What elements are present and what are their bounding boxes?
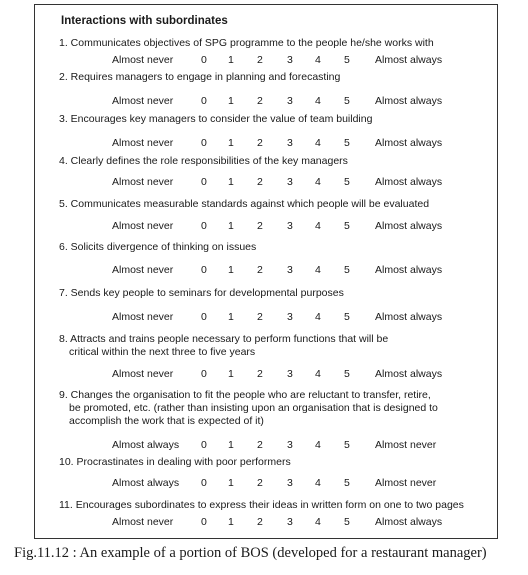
scale-high-anchor: Almost always xyxy=(375,137,443,149)
scale-option-5[interactable]: 5 xyxy=(344,137,350,149)
scale-option-1[interactable]: 1 xyxy=(228,311,234,323)
scale-option-1[interactable]: 1 xyxy=(228,220,234,232)
scale-option-2[interactable]: 2 xyxy=(257,137,263,149)
question-line: 6. Solicits divergence of thinking on issues xyxy=(59,241,257,253)
question-line: 9. Changes the organisation to fit the people who are reluctant to transfer, retire, xyxy=(59,389,431,401)
question-text xyxy=(59,241,256,254)
scale-option-2[interactable]: 2 xyxy=(257,176,263,188)
rating-scale xyxy=(35,477,497,491)
scale-option-0[interactable]: 0 xyxy=(201,220,207,232)
scale-option-1[interactable]: 1 xyxy=(228,439,234,451)
question-line: 5. Communicates measurable standards against which people will be evaluated xyxy=(59,198,430,210)
scale-low-anchor: Almost never xyxy=(112,516,174,528)
scale-option-5[interactable]: 5 xyxy=(344,264,350,276)
scale-option-3[interactable]: 3 xyxy=(287,54,293,66)
question-line: 7. Sends key people to seminars for developmental purposes xyxy=(59,287,344,299)
scale-low-anchor: Almost always xyxy=(112,439,180,451)
scale-option-5[interactable]: 5 xyxy=(344,311,350,323)
scale-option-1[interactable]: 1 xyxy=(228,368,234,380)
scale-option-4[interactable]: 4 xyxy=(315,477,321,489)
question-line: 10. Procrastinates in dealing with poor performers xyxy=(59,456,291,468)
section-heading: Interactions with subordinates xyxy=(61,15,228,27)
scale-high-anchor: Almost always xyxy=(375,264,443,276)
scale-low-anchor: Almost never xyxy=(112,176,174,188)
scale-high-anchor: Almost always xyxy=(375,311,443,323)
scale-option-0[interactable]: 0 xyxy=(201,311,207,323)
scale-option-4[interactable]: 4 xyxy=(315,311,321,323)
scale-low-anchor: Almost never xyxy=(112,137,174,149)
scale-option-4[interactable]: 4 xyxy=(315,439,321,451)
scale-option-3[interactable]: 3 xyxy=(287,368,293,380)
scale-option-0[interactable]: 0 xyxy=(201,516,207,528)
rating-scale xyxy=(35,311,497,325)
scale-option-5[interactable]: 5 xyxy=(344,477,350,489)
scale-option-4[interactable]: 4 xyxy=(315,368,321,380)
scale-option-0[interactable]: 0 xyxy=(201,176,207,188)
scale-option-3[interactable]: 3 xyxy=(287,220,293,232)
question-line: 3. Encourages key managers to consider the value of team building xyxy=(59,113,373,125)
scale-option-4[interactable]: 4 xyxy=(315,220,321,232)
question-text xyxy=(59,71,340,84)
scale-low-anchor: Almost never xyxy=(112,368,174,380)
scale-option-3[interactable]: 3 xyxy=(287,176,293,188)
scale-option-2[interactable]: 2 xyxy=(257,516,263,528)
rating-scale xyxy=(35,137,497,151)
scale-option-2[interactable]: 2 xyxy=(257,264,263,276)
rating-scale xyxy=(35,220,497,234)
scale-option-0[interactable]: 0 xyxy=(201,368,207,380)
scale-option-2[interactable]: 2 xyxy=(257,220,263,232)
scale-option-5[interactable]: 5 xyxy=(344,439,350,451)
scale-high-anchor: Almost always xyxy=(375,176,443,188)
scale-option-5[interactable]: 5 xyxy=(344,54,350,66)
question-line: 4. Clearly defines the role responsibilities of the key managers xyxy=(59,155,348,167)
rating-scale xyxy=(35,368,497,382)
scale-option-3[interactable]: 3 xyxy=(287,477,293,489)
scale-option-0[interactable]: 0 xyxy=(201,54,207,66)
scale-high-anchor: Almost always xyxy=(375,516,443,528)
question-line: accomplish the work that is expected of it) xyxy=(69,415,264,427)
scale-option-3[interactable]: 3 xyxy=(287,311,293,323)
scale-low-anchor: Almost never xyxy=(112,264,174,276)
rating-scale xyxy=(35,264,497,278)
bos-form xyxy=(34,4,498,539)
question-text xyxy=(59,287,344,300)
scale-option-2[interactable]: 2 xyxy=(257,477,263,489)
rating-scale xyxy=(35,439,497,453)
scale-option-2[interactable]: 2 xyxy=(257,54,263,66)
scale-high-anchor: Almost always xyxy=(375,54,443,66)
scale-option-0[interactable]: 0 xyxy=(201,137,207,149)
question-text xyxy=(59,37,434,50)
question-line: critical within the next three to five years xyxy=(69,346,256,358)
scale-option-5[interactable]: 5 xyxy=(344,220,350,232)
scale-option-5[interactable]: 5 xyxy=(344,176,350,188)
scale-option-3[interactable]: 3 xyxy=(287,264,293,276)
question-line: 8. Attracts and trains people necessary to perform functions that will be xyxy=(59,333,389,345)
question-line: 2. Requires managers to engage in planning and forecasting xyxy=(59,71,341,83)
scale-option-1[interactable]: 1 xyxy=(228,477,234,489)
scale-option-1[interactable]: 1 xyxy=(228,176,234,188)
scale-high-anchor: Almost always xyxy=(375,95,443,107)
scale-option-4[interactable]: 4 xyxy=(315,516,321,528)
question-line: 1. Communicates objectives of SPG programme to the people he/she works with xyxy=(59,37,434,49)
question-text xyxy=(59,333,388,359)
scale-option-4[interactable]: 4 xyxy=(315,176,321,188)
scale-option-4[interactable]: 4 xyxy=(315,264,321,276)
question-text xyxy=(59,113,372,126)
question-text xyxy=(59,198,429,211)
scale-low-anchor: Almost never xyxy=(112,220,174,232)
scale-high-anchor: Almost always xyxy=(375,220,443,232)
rating-scale xyxy=(35,176,497,190)
question-text xyxy=(59,389,438,428)
scale-low-anchor: Almost always xyxy=(112,477,180,489)
question-line: 11. Encourages subordinates to express their ideas in written form on one to two pages xyxy=(59,499,464,511)
scale-high-anchor: Almost never xyxy=(375,439,437,451)
scale-option-3[interactable]: 3 xyxy=(287,516,293,528)
scale-low-anchor: Almost never xyxy=(112,95,174,107)
scale-option-4[interactable]: 4 xyxy=(315,54,321,66)
scale-option-1[interactable]: 1 xyxy=(228,54,234,66)
scale-high-anchor: Almost always xyxy=(375,368,443,380)
rating-scale xyxy=(35,95,497,109)
scale-option-4[interactable]: 4 xyxy=(315,137,321,149)
scale-option-3[interactable]: 3 xyxy=(287,95,293,107)
scale-option-2[interactable]: 2 xyxy=(257,439,263,451)
question-text xyxy=(59,456,291,469)
rating-scale xyxy=(35,54,497,68)
scale-option-1[interactable]: 1 xyxy=(228,137,234,149)
scale-option-1[interactable]: 1 xyxy=(228,264,234,276)
scale-option-0[interactable]: 0 xyxy=(201,439,207,451)
question-text xyxy=(59,499,464,512)
scale-high-anchor: Almost never xyxy=(375,477,437,489)
scale-option-5[interactable]: 5 xyxy=(344,368,350,380)
scale-option-2[interactable]: 2 xyxy=(257,368,263,380)
scale-option-5[interactable]: 5 xyxy=(344,95,350,107)
rating-scale xyxy=(35,516,497,530)
scale-option-1[interactable]: 1 xyxy=(228,95,234,107)
question-line: be promoted, etc. (rather than insisting upon an organisation that is designed to xyxy=(69,402,438,414)
scale-option-0[interactable]: 0 xyxy=(201,477,207,489)
scale-option-1[interactable]: 1 xyxy=(228,516,234,528)
scale-option-3[interactable]: 3 xyxy=(287,439,293,451)
scale-option-5[interactable]: 5 xyxy=(344,516,350,528)
scale-low-anchor: Almost never xyxy=(112,54,174,66)
scale-option-4[interactable]: 4 xyxy=(315,95,321,107)
scale-option-2[interactable]: 2 xyxy=(257,95,263,107)
scale-option-3[interactable]: 3 xyxy=(287,137,293,149)
scale-low-anchor: Almost never xyxy=(112,311,174,323)
scale-option-2[interactable]: 2 xyxy=(257,311,263,323)
question-text xyxy=(59,155,348,168)
figure-caption: Fig.11.12 : An example of a portion of BOS (developed for a restaurant manager) xyxy=(14,545,487,561)
scale-option-0[interactable]: 0 xyxy=(201,95,207,107)
scale-option-0[interactable]: 0 xyxy=(201,264,207,276)
